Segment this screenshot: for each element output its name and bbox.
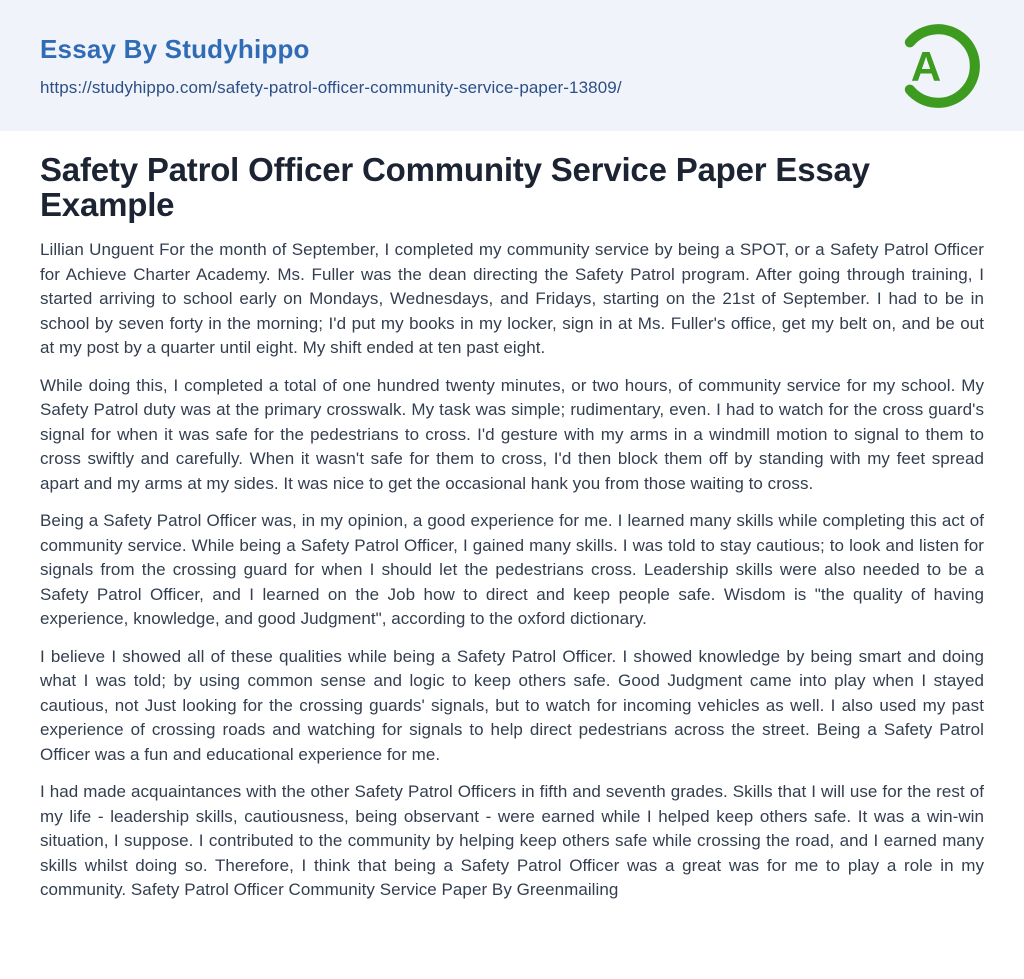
studyhippo-logo: [892, 20, 984, 112]
logo-letter: A: [910, 42, 942, 90]
essay-paragraph-4: I believe I showed all of these qualities while being a Safety Patrol Officer. I showed knowledge by being smart and doing what I was told; by using common sense and logic to keep others safe. Good Judgment came into play when I stayed cautious, not Just looking for the crossing guards' signals, but to watch for incoming vehicles as well. I also used my past experience of crossing roads and watching for signals to help direct pedestrians across the street. Being a Safety Patrol Officer was a fun and educational experience for me.: [40, 646, 984, 764]
header-left: [40, 34, 622, 98]
essay-article: [0, 131, 1024, 903]
essay-paragraph-1: Lillian Unguent For the month of September, I completed my community service by being a SPOT, or a Safety Patrol Officer for Achieve Charter Academy. Ms. Fuller was the dean directing the Safety Patrol program. After going through training, I started arriving to school early on Mondays, Wednesdays, and Fridays, starting on the 21st of September. I had to be in school by seven forty in the morning; I'd put my books in my locker, sign in at Ms. Fuller's office, get my belt on, and be out at my post by a quarter until eight. My shift ended at ten past eight.: [40, 240, 984, 357]
essay-paragraph-2: While doing this, I completed a total of one hundred twenty minutes, or two hours, of community service for my school. My Safety Patrol duty was at the primary crosswalk. My task was simple; rudimentary, even. I had to watch for the cross guard's signal for when it was safe for the pedestrians to cross. I'd gesture with my arms in a windmill motion to signal to them to cross swiftly and carefully. When it wasn't safe for them to cross, I'd then block them off by standing with my feet spread apart and my arms at my sides. It was nice to get the occasional hank you from those waiting to cross.: [40, 375, 984, 493]
essay-paragraph-3: Being a Safety Patrol Officer was, in my opinion, a good experience for me. I learned many skills while completing this act of community service. While being a Safety Patrol Officer, I gained many skills. I was told to stay cautious; to look and listen for signals from the crossing guard for when I should let the pedestrians cross. Leadership skills were also needed to be a Safety Patrol Officer, and I learned on the Job how to direct and keep people safe. Wisdom is "the quality of having experience, knowledge, and good Judgment", according to the oxford dictionary.: [40, 511, 984, 628]
essay-paragraph-5: I had made acquaintances with the other Safety Patrol Officers in fifth and seventh grades. Skills that I will use for the rest of my life - leadership skills, cautiousness, being observant - were earned while I helped keep others safe. It was a win-win situation, I suppose. I contributed to the community by helping keep others safe while crossing the road, and I earned many skills whilst doing so. Therefore, I think that being a Safety Patrol Officer was a great was for me to play a role in my community. Safety Patrol Officer Community Service Paper By Greenmailing: [40, 782, 984, 899]
site-label: Essay By Studyhippo: [40, 33, 310, 64]
essay-title: Safety Patrol Officer Community Service Paper Essay Example: [40, 151, 870, 223]
essay-url-link[interactable]: https://studyhippo.com/safety-patrol-officer-community-service-paper-13809/: [40, 77, 622, 97]
page-header: [0, 0, 1024, 131]
